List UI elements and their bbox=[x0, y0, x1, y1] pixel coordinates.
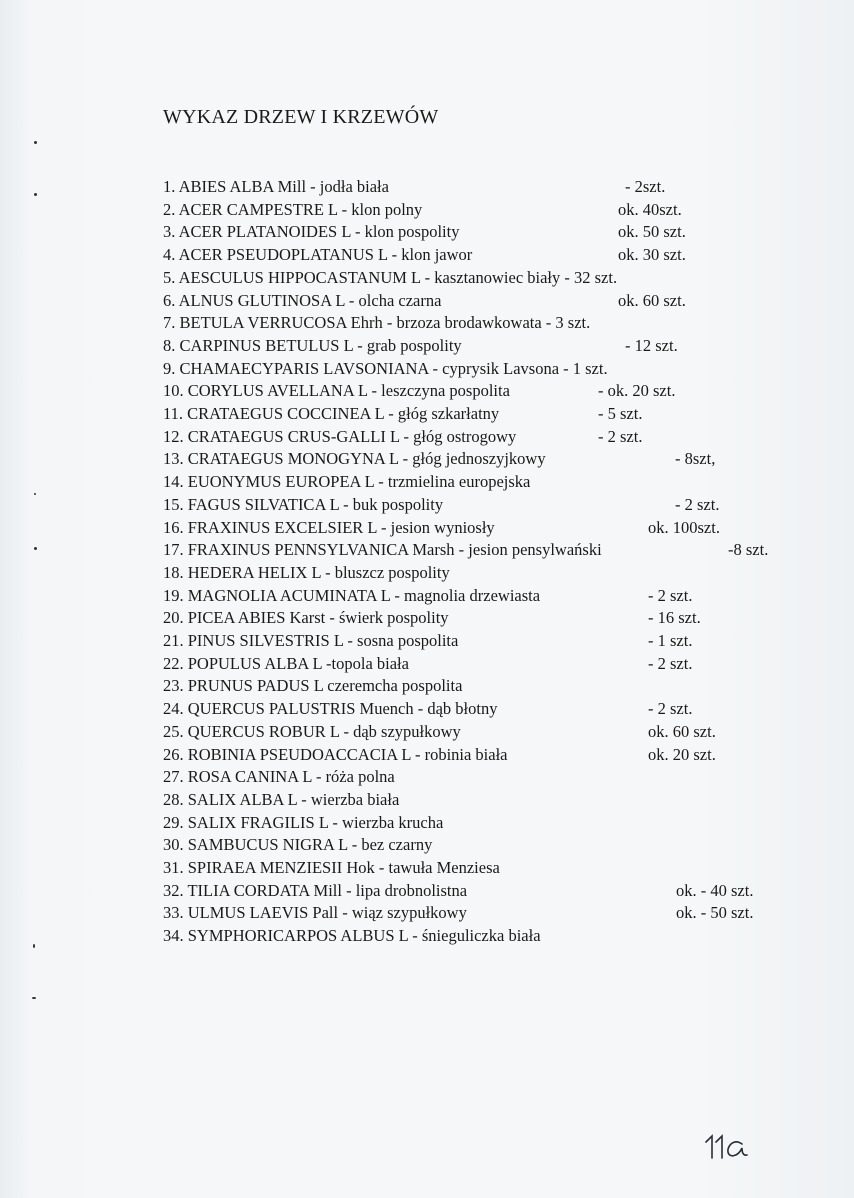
list-item bbox=[163, 630, 693, 652]
list-item bbox=[163, 812, 443, 834]
scan-speck bbox=[34, 193, 37, 196]
list-item bbox=[163, 312, 590, 334]
list-item bbox=[163, 834, 432, 856]
species-entry: 18. HEDERA HELIX L - bluszcz pospolity bbox=[163, 562, 450, 582]
species-entry: 9. CHAMAECYPARIS LAVSONIANA - cyprysik Lavsona - 1 szt. bbox=[163, 358, 608, 378]
handwritten-page-number bbox=[700, 1128, 770, 1168]
quantity: ok. 40szt. bbox=[618, 199, 682, 219]
list-item bbox=[163, 448, 716, 470]
list-item bbox=[163, 789, 399, 811]
species-entry: 30. SAMBUCUS NIGRA L - bez czarny bbox=[163, 835, 433, 855]
quantity: - 8szt, bbox=[675, 449, 716, 469]
species-entry: 15. FAGUS SILVATICA L - buk pospolity bbox=[163, 494, 444, 514]
species-entry: 5. AESCULUS HIPPOCASTANUM L - kasztanowiec biały - 32 szt. bbox=[163, 267, 618, 287]
quantity: -8 szt. bbox=[728, 540, 769, 560]
quantity: ok. - 50 szt. bbox=[676, 903, 754, 923]
scan-speck bbox=[32, 997, 36, 999]
list-item bbox=[163, 562, 450, 584]
quantity: - 16 szt. bbox=[648, 608, 701, 628]
scan-speck bbox=[34, 547, 37, 550]
list-item bbox=[163, 880, 754, 902]
species-entry: 28. SALIX ALBA L - wierzba biała bbox=[163, 789, 400, 809]
list-item bbox=[163, 925, 541, 947]
list-item bbox=[163, 744, 716, 766]
quantity: ok. 50 szt. bbox=[618, 222, 686, 242]
list-item bbox=[163, 721, 716, 743]
scan-speck bbox=[34, 141, 37, 144]
list-item bbox=[163, 403, 643, 425]
scan-speck bbox=[33, 944, 35, 948]
quantity: - 2 szt. bbox=[648, 699, 693, 719]
list-item bbox=[163, 221, 686, 243]
quantity: ok. 20 szt. bbox=[648, 744, 716, 764]
list-item bbox=[163, 607, 701, 629]
list-item bbox=[163, 539, 769, 561]
list-item bbox=[163, 358, 608, 380]
species-entry: 27. ROSA CANINA L - róża polna bbox=[163, 767, 395, 787]
quantity: ok. - 40 szt. bbox=[676, 880, 754, 900]
species-entry: 34. SYMPHORICARPOS ALBUS L - śnieguliczka biała bbox=[163, 926, 541, 946]
list-item bbox=[163, 290, 686, 312]
quantity: ok. 60 szt. bbox=[618, 290, 686, 310]
list-item bbox=[163, 176, 666, 198]
species-entry: 22. POPULUS ALBA L -topola biała bbox=[163, 653, 409, 673]
species-entry: 13. CRATAEGUS MONOGYNA L - głóg jednoszyjkowy bbox=[163, 449, 546, 469]
quantity: ok. 60 szt. bbox=[648, 721, 716, 741]
list-item bbox=[163, 857, 500, 879]
quantity: - 12 szt. bbox=[625, 335, 678, 355]
species-entry: 2. ACER CAMPESTRE L - klon polny bbox=[163, 199, 423, 219]
species-entry: 24. QUERCUS PALUSTRIS Muench - dąb błotny bbox=[163, 699, 498, 719]
species-entry: 33. ULMUS LAEVIS Pall - wiąz szypułkowy bbox=[163, 903, 467, 923]
list-item bbox=[163, 585, 693, 607]
quantity: - 2 szt. bbox=[598, 426, 643, 446]
species-entry: 19. MAGNOLIA ACUMINATA L - magnolia drzewiasta bbox=[163, 585, 541, 605]
species-entry: 1. ABIES ALBA Mill - jodła biała bbox=[163, 177, 389, 196]
species-entry: 3. ACER PLATANOIDES L - klon pospolity bbox=[163, 222, 460, 242]
species-entry: 16. FRAXINUS EXCELSIER L - jesion wyniosły bbox=[163, 517, 495, 537]
species-entry: 11. CRATAEGUS COCCINEA L - głóg szkarłatny bbox=[163, 404, 500, 423]
quantity: - ok. 20 szt. bbox=[598, 381, 676, 401]
species-entry: 4. ACER PSEUDOPLATANUS L - klon jawor bbox=[163, 245, 473, 265]
species-entry: 20. PICEA ABIES Karst - świerk pospolity bbox=[163, 608, 449, 628]
species-entry: 6. ALNUS GLUTINOSA L - olcha czarna bbox=[163, 290, 442, 310]
species-entry: 26. ROBINIA PSEUDOACCACIA L - robinia biała bbox=[163, 744, 508, 764]
quantity: - 2 szt. bbox=[648, 585, 693, 605]
list-item bbox=[163, 653, 693, 675]
species-entry: 14. EUONYMUS EUROPEA L - trzmielina europejska bbox=[163, 472, 531, 492]
document-title: WYKAZ DRZEW I KRZEWÓW bbox=[163, 106, 439, 128]
quantity: ok. 100szt. bbox=[648, 517, 720, 537]
species-entry: 25. QUERCUS ROBUR L - dąb szypułkowy bbox=[163, 721, 461, 741]
list-item bbox=[163, 199, 682, 221]
quantity: - 2 szt. bbox=[675, 494, 720, 514]
species-entry: 8. CARPINUS BETULUS L - grab pospolity bbox=[163, 335, 462, 355]
scan-speck bbox=[34, 493, 36, 495]
species-entry: 10. CORYLUS AVELLANA L - leszczyna pospolita bbox=[163, 381, 510, 401]
list-item bbox=[163, 380, 676, 402]
species-entry: 29. SALIX FRAGILIS L - wierzba krucha bbox=[163, 812, 444, 832]
list-item bbox=[163, 698, 693, 720]
list-item bbox=[163, 267, 617, 289]
list-item bbox=[163, 675, 462, 697]
quantity: - 5 szt. bbox=[598, 404, 643, 423]
species-entry: 31. SPIRAEA MENZIESII Hok - tawuła Menziesa bbox=[163, 858, 500, 877]
quantity: - 1 szt. bbox=[648, 631, 693, 650]
quantity: - 2szt. bbox=[625, 177, 666, 196]
list-item bbox=[163, 471, 530, 493]
quantity: - 2 szt. bbox=[648, 653, 693, 673]
species-entry: 23. PRUNUS PADUS L czeremcha pospolita bbox=[163, 676, 463, 696]
species-entry: 7. BETULA VERRUCOSA Ehrh - brzoza brodawkowata - 3 szt. bbox=[163, 313, 591, 333]
list-item bbox=[163, 335, 678, 357]
list-item bbox=[163, 244, 686, 266]
species-entry: 17. FRAXINUS PENNSYLVANICA Marsh - jesion pensylwański bbox=[163, 540, 602, 560]
quantity: ok. 30 szt. bbox=[618, 245, 686, 265]
species-entry: 32. TILIA CORDATA Mill - lipa drobnolistna bbox=[163, 880, 468, 900]
list-item bbox=[163, 766, 395, 788]
list-item bbox=[163, 517, 720, 539]
list-item bbox=[163, 426, 643, 448]
list-item bbox=[163, 494, 720, 516]
species-entry: 12. CRATAEGUS CRUS-GALLI L - głóg ostrogowy bbox=[163, 426, 517, 446]
list-item bbox=[163, 902, 754, 924]
species-entry: 21. PINUS SILVESTRIS L - sosna pospolita bbox=[163, 631, 459, 650]
